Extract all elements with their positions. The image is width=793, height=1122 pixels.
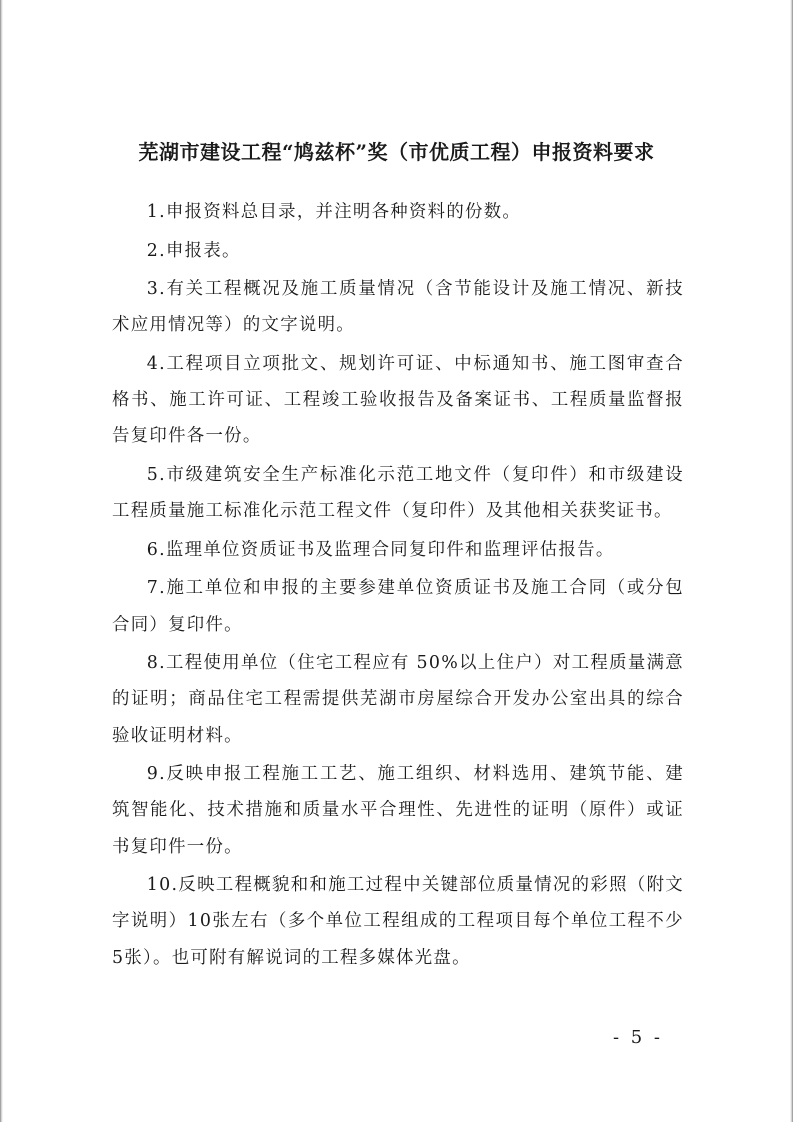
requirement-item-7: 7.施工单位和申报的主要参建单位资质证书及施工合同（或分包合同）复印件。 bbox=[112, 578, 684, 635]
requirement-item-5: 5.市级建筑安全生产标准化示范工地文件（复印件）和市级建设工程质量施工标准化示范工程文件（复印件）及其他相关获奖证书。 bbox=[112, 464, 684, 522]
requirement-item-2: 2.申报表。 bbox=[146, 240, 241, 261]
requirement-item-10: 10.反映工程概貌和和施工过程中关键部位质量情况的彩照（附文字说明）10张左右（多个单位工程组成的工程项目每个单位工程不少 5张）。也可附有解说词的工程多媒体光盘。 bbox=[112, 875, 684, 968]
requirement-item-9: 9.反映申报工程施工工艺、施工组织、材料选用、建筑节能、建筑智能化、技术措施和质量水平合理性、先进性的证明（原件）或证书复印件一份。 bbox=[112, 764, 684, 857]
page-number: - 5 - bbox=[612, 1027, 663, 1048]
requirements-list bbox=[112, 194, 684, 978]
requirement-item-3: 3.有关工程概况及施工质量情况（含节能设计及施工情况、新技术应用情况等）的文字说明。 bbox=[112, 279, 684, 336]
requirement-item-8: 8.工程使用单位（住宅工程应有 50%以上住户）对工程质量满意的证明；商品住宅工程需提供芜湖市房屋综合开发办公室出具的综合验收证明材料。 bbox=[112, 653, 684, 746]
requirement-item-6: 6.监理单位资质证书及监理合同复印件和监理评估报告。 bbox=[146, 539, 615, 560]
document-title: 芜湖市建设工程“鸠兹杯”奖（市优质工程）申报资料要求 bbox=[138, 140, 655, 164]
requirement-item-4: 4.工程项目立项批文、规划许可证、中标通知书、施工图审查合格书、施工许可证、工程竣工验收报告及备案证书、工程质量监督报告复印件各一份。 bbox=[112, 353, 684, 447]
requirement-item-1: 1.申报资料总目录，并注明各种资料的份数。 bbox=[146, 202, 522, 222]
